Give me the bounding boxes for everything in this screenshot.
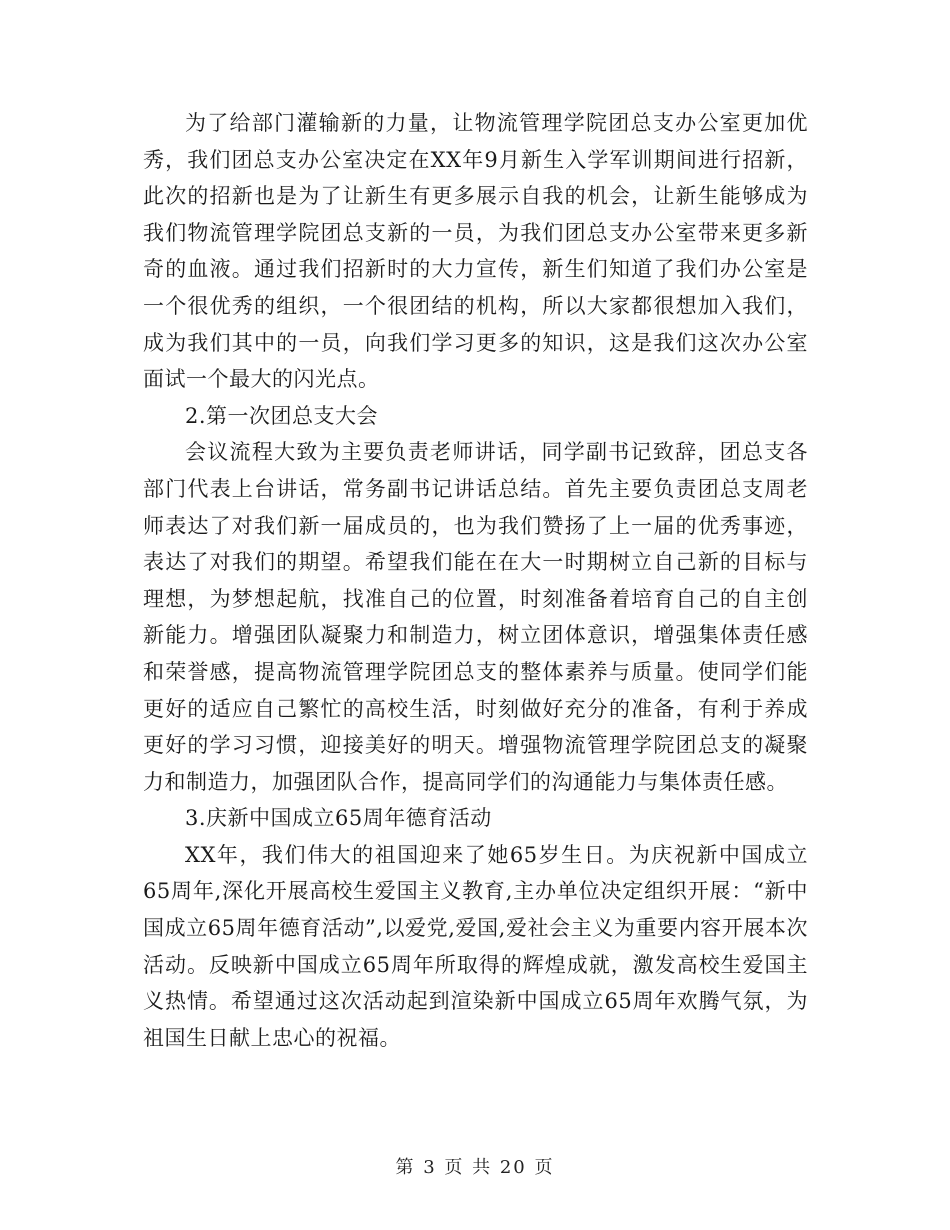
paragraph-first-meeting: 会议流程大致为主要负责老师讲话，同学副书记致辞，团总支各部门代表上台讲话，常务副书记讲话总结。首先主要负责团总支周老师表达了对我们新一届成员的，也为我们赞扬了上一届的优秀事迹，表达了对我们的期望。希望我们能在在大一时期树立自己新的目标与理想，为梦想起航，找准自己的位置，时刻准备着培育自己的自主创新能力。增强团队凝聚力和制造力，树立团体意识，增强集体责任感和荣誉感，提高物流管理学院团总支的整体素养与质量。使同学们能更好的适应自己繁忙的高校生活，时刻做好充分的准备，有利于养成更好的学习习惯，迎接美好的明天。增强物流管理学院团总支的凝聚力和制造力，加强团队合作，提高同学们的沟通能力与集体责任感。: [143, 440, 808, 794]
page-number-footer: 第 3 页 共 20 页: [395, 1157, 555, 1178]
section-heading-first-meeting: 2.第一次团总支大会: [185, 403, 379, 428]
paragraph-recruitment: 为了给部门灌输新的力量，让物流管理学院团总支办公室更加优秀，我们团总支办公室决定在XX年9月新生入学军训期间进行招新，此次的招新也是为了让新生有更多展示自我的机会，让新生能够成为我们物流管理学院团总支新的一员，为我们团总支办公室带来更多新奇的血液。通过我们招新时的大力宣传，新生们知道了我们办公室是一个很优秀的组织，一个很团结的机构，所以大家都很想加入我们，成为我们其中的一员，向我们学习更多的知识，这是我们这次办公室面试一个最大的闪光点。: [143, 111, 808, 392]
document-body: [143, 105, 808, 1056]
section-heading-anniversary-activity: 3.庆新中国成立65周年德育活动: [185, 806, 492, 831]
paragraph-anniversary-activity: XX年，我们伟大的祖国迎来了她65岁生日。为庆祝新中国成立65周年,深化开展高校生爱国主义教育,主办单位决定组织开展：“新中国成立65周年德育活动”,以爱党,爱国,爱社会主义为重要内容开展本次活动。反映新中国成立65周年所取得的辉煌成就，激发高校生爱国主义热情。希望通过这次活动起到渲染新中国成立65周年欢腾气氛，为祖国生日献上忠心的祝福。: [143, 842, 808, 1050]
